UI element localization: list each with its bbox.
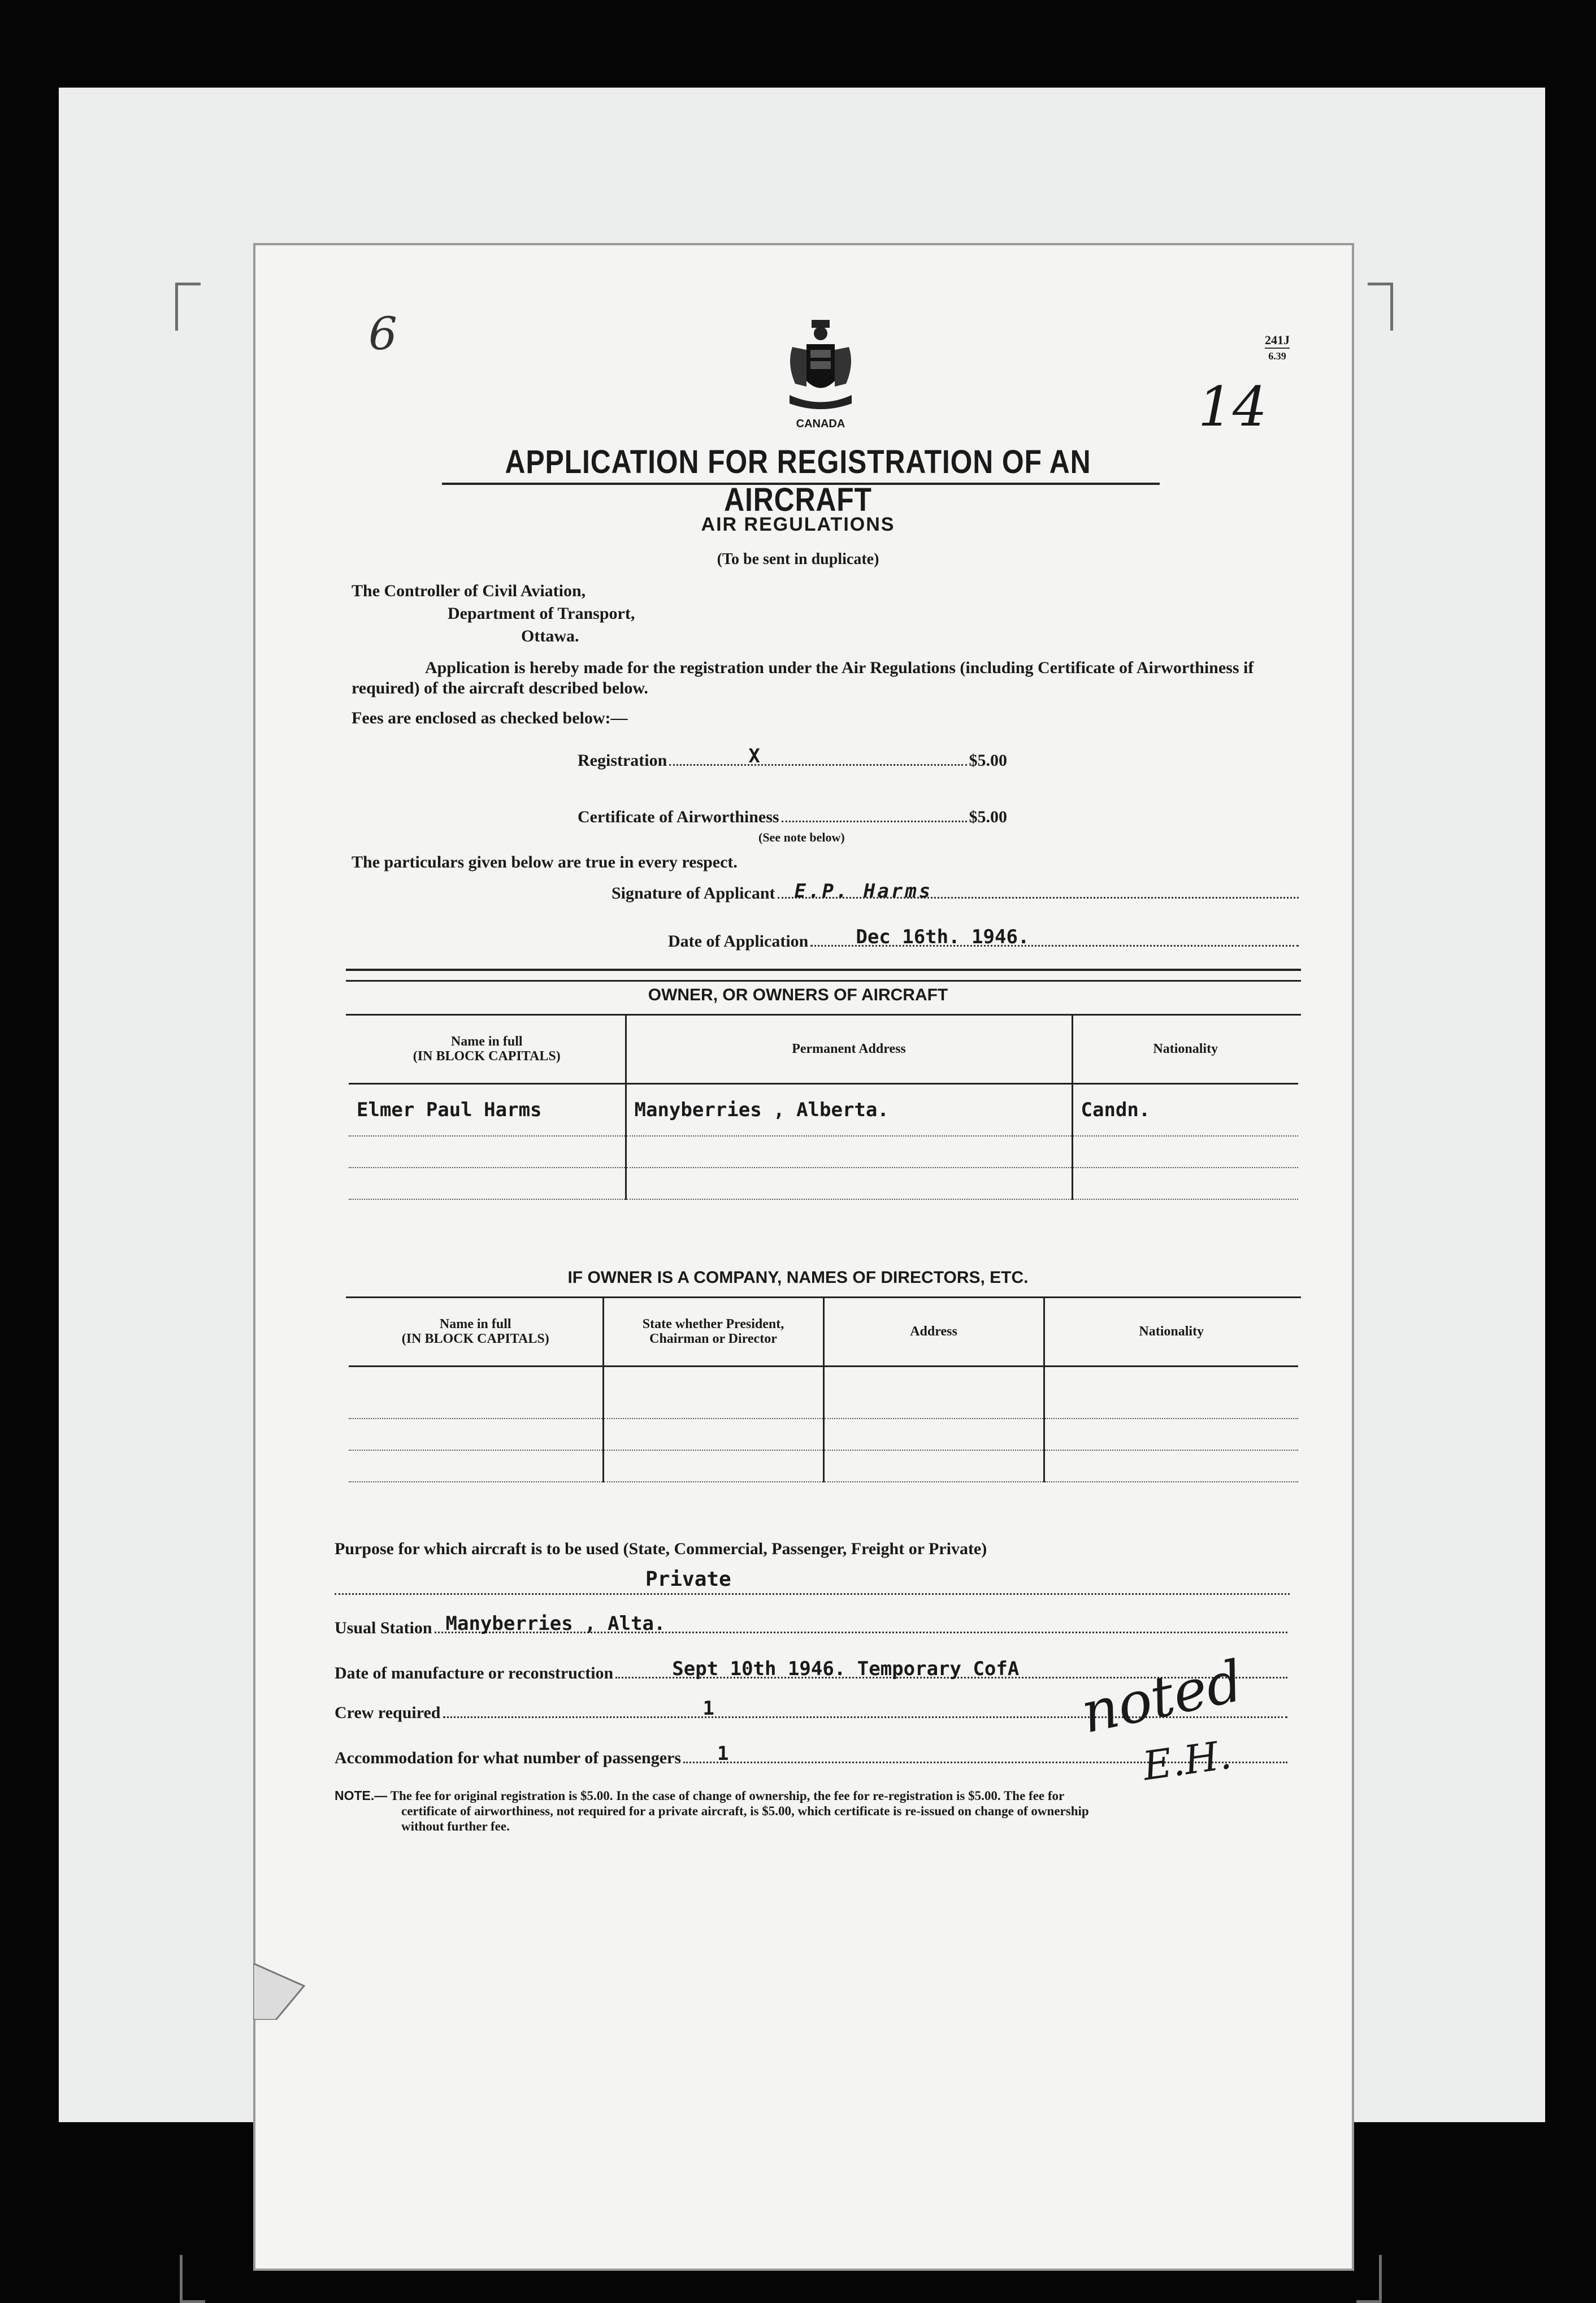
airworthiness-fee-row [578, 808, 1007, 827]
crew-value[interactable]: 1 [702, 1697, 714, 1720]
form-subtitle: AIR REGULATIONS [701, 514, 895, 535]
directors-col-name: Name in full (IN BLOCK CAPITALS) [349, 1298, 603, 1367]
crop-mark-bottom-left [180, 2255, 205, 2303]
director-role[interactable] [603, 1450, 823, 1482]
date-of-application-row [668, 926, 1301, 951]
date-manufacture-value[interactable]: Sept 10th 1946. Temporary CofA [672, 1658, 1020, 1680]
airworthiness-note: (See note below) [758, 830, 845, 844]
owner-name[interactable] [349, 1168, 626, 1199]
table-row [349, 1084, 1298, 1137]
owner-name[interactable] [349, 1136, 626, 1168]
noted-annotation: noted [1075, 1647, 1249, 1746]
directors-col-address: Address [823, 1298, 1044, 1367]
crew-label: Crew required [335, 1703, 441, 1722]
owner-nationality[interactable] [1072, 1168, 1298, 1199]
section-divider-inner [346, 980, 1301, 982]
owners-col-nationality: Nationality [1072, 1015, 1298, 1084]
purpose-line [335, 1593, 1290, 1595]
director-name[interactable] [349, 1367, 603, 1419]
form-revision: 6.39 [1265, 348, 1290, 363]
owner-address[interactable] [626, 1168, 1072, 1199]
director-name[interactable] [349, 1419, 603, 1450]
owners-col-address: Permanent Address [626, 1015, 1072, 1084]
owner-name[interactable]: Elmer Paul Harms [349, 1084, 626, 1137]
application-text: Application is hereby made for the registration under the Air Regulations (including Certificate of Airworthiness if required) of the aircraft described below. [352, 658, 1254, 697]
folded-corner-icon [253, 1963, 321, 2020]
fee-note-label: NOTE.— [335, 1788, 388, 1803]
directors-col-nationality: Nationality [1044, 1298, 1298, 1367]
owner-nationality[interactable] [1072, 1136, 1298, 1168]
addressee-line-2: Department of Transport, [448, 604, 635, 623]
form-number-code: 241J [1265, 333, 1290, 347]
owner-nationality[interactable]: Candn. [1072, 1084, 1298, 1137]
table-row [349, 1168, 1298, 1199]
fee-note-text-2: certificate of airworthiness, not required for a private aircraft, is $5.00, which certificate is re-issued on change of ownership [401, 1804, 1089, 1818]
usual-station-label: Usual Station [335, 1619, 432, 1637]
directors-col-role: State whether President, Chairman or Director [603, 1298, 823, 1367]
director-nationality[interactable] [1044, 1450, 1298, 1482]
crop-mark-bottom-right [1356, 2255, 1382, 2303]
directors-section-title: IF OWNER IS A COMPANY, NAMES OF DIRECTORS, ETC. [567, 1268, 1029, 1287]
director-address[interactable] [823, 1367, 1044, 1419]
owners-table [349, 1015, 1298, 1200]
signature-value[interactable]: E.P. Harms [794, 880, 933, 903]
owner-address[interactable] [626, 1136, 1072, 1168]
passengers-value[interactable]: 1 [717, 1742, 729, 1765]
director-role[interactable] [603, 1419, 823, 1450]
duplicate-note: (To be sent in duplicate) [717, 550, 879, 568]
director-nationality[interactable] [1044, 1419, 1298, 1450]
declaration-text: The particulars given below are true in every respect. [352, 853, 738, 871]
page-number: 14 [1198, 375, 1267, 439]
form-title: APPLICATION FOR REGISTRATION OF AN AIRCRAFT [505, 444, 1091, 518]
registration-label: Registration [578, 751, 667, 770]
usual-station-row [335, 1612, 1290, 1638]
initials-annotation: E.H. [1140, 1731, 1234, 1790]
date-manufacture-label: Date of manufacture or reconstruction [335, 1664, 614, 1682]
addressee-line-3: Ottawa. [521, 627, 579, 645]
registration-check[interactable]: X [748, 745, 760, 767]
registration-fee: $5.00 [969, 751, 1007, 770]
owners-col-name: Name in full (IN BLOCK CAPITALS) [349, 1015, 626, 1084]
usual-station-value[interactable]: Manyberries , Alta. [445, 1612, 666, 1635]
signature-row [611, 880, 1301, 903]
stamp-mark: 6 [368, 307, 397, 360]
passengers-label: Accommodation for what number of passengers [335, 1749, 682, 1767]
owners-section-title: OWNER, OR OWNERS OF AIRCRAFT [648, 986, 948, 1004]
director-nationality[interactable] [1044, 1367, 1298, 1419]
addressee-line-1: The Controller of Civil Aviation, [352, 582, 586, 600]
fees-intro: Fees are enclosed as checked below:— [352, 709, 628, 727]
fee-note [335, 1788, 1284, 1834]
table-row [349, 1419, 1298, 1450]
purpose-label: Purpose for which aircraft is to be used (State, Commercial, Passenger, Freight or Private) [335, 1539, 987, 1558]
table-row [349, 1136, 1298, 1168]
date-of-application-value[interactable]: Dec 16th. 1946. [856, 926, 1030, 948]
title-rule [442, 483, 1160, 485]
purpose-value[interactable]: Private [645, 1568, 731, 1591]
director-name[interactable] [349, 1450, 603, 1482]
fee-note-text-1: The fee for original registration is $5.00. In the case of change of ownership, the fee for re-registration is $5.00. The fee for [390, 1789, 1065, 1803]
coat-of-arms-icon [781, 319, 860, 415]
form-number [1265, 333, 1290, 363]
airworthiness-fee: $5.00 [969, 808, 1007, 826]
director-address[interactable] [823, 1450, 1044, 1482]
fee-note-text-3: without further fee. [401, 1819, 510, 1833]
owner-address[interactable]: Manyberries , Alberta. [626, 1084, 1072, 1137]
crop-mark-top-left [175, 283, 201, 331]
application-form [253, 243, 1354, 2271]
table-row [349, 1367, 1298, 1419]
signature-label: Signature of Applicant [611, 884, 775, 903]
crop-mark-top-right [1368, 283, 1393, 331]
director-role[interactable] [603, 1367, 823, 1419]
section-divider [346, 969, 1301, 971]
registration-fee-row [578, 745, 1007, 770]
table-row [349, 1450, 1298, 1482]
country-label: CANADA [796, 418, 845, 430]
director-address[interactable] [823, 1419, 1044, 1450]
date-of-application-label: Date of Application [668, 932, 809, 951]
directors-table [349, 1298, 1298, 1482]
airworthiness-label: Certificate of Airworthiness [578, 808, 779, 826]
